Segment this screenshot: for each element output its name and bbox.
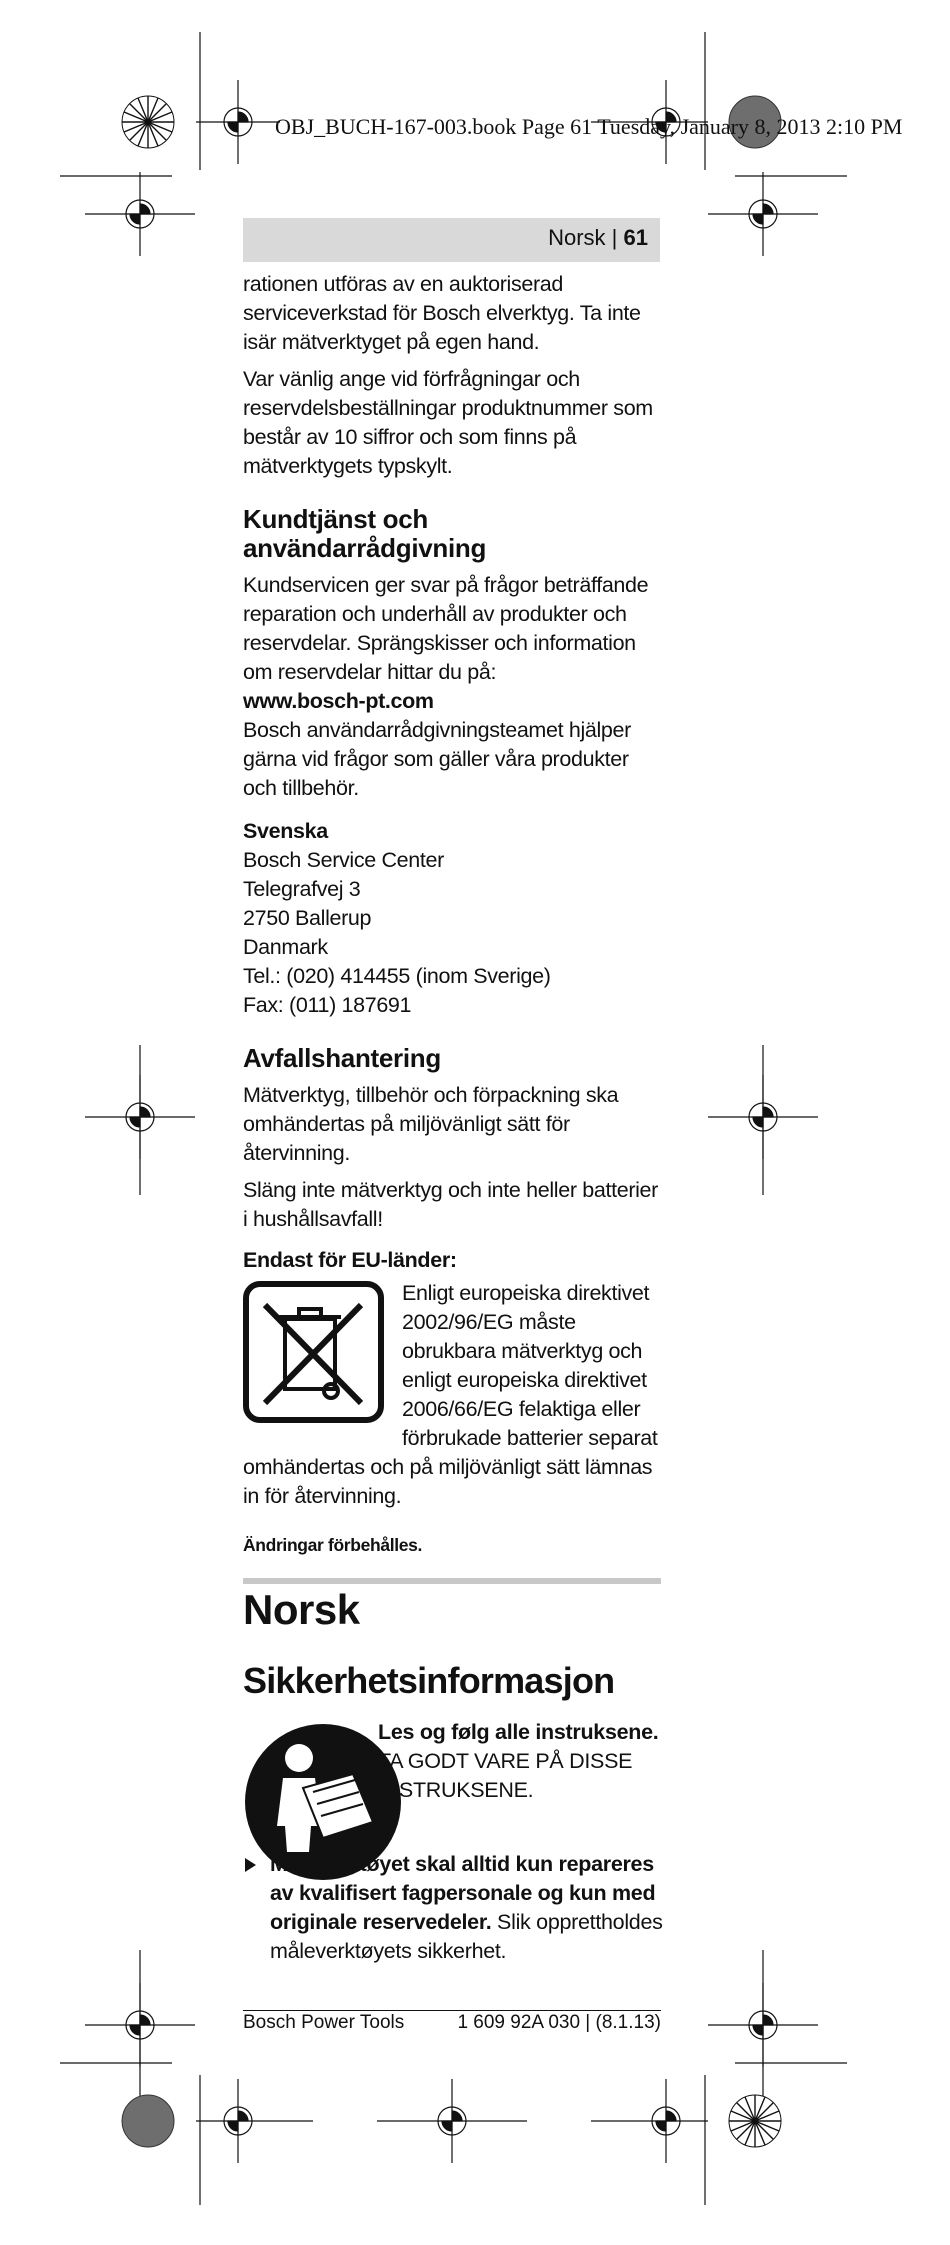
country-label: Svenska: [243, 819, 328, 843]
read-instructions-text: TA GODT VARE PÅ DISSE INSTRUKSENE.: [378, 1749, 633, 1802]
gray-target-icon: [122, 2095, 174, 2147]
bullet-bold: Måleverktøyet skal alltid kun repareres av kvalifisert fagpersonale og kun med originale reservedeler.: [270, 1852, 656, 1934]
paragraph: rationen utföras av en auktoriserad serviceverkstad för Bosch elverktyg. Ta inte isär mätverktyget på egen hand.: [243, 272, 641, 354]
starburst-target-icon: [729, 2095, 781, 2147]
fax-line: Fax: (011) 187691: [243, 993, 412, 1017]
registration-mark: [85, 1075, 195, 1159]
registration-mark: [377, 2079, 527, 2163]
heading-avfall: Avfallshantering: [243, 1043, 441, 1073]
section-rule: [243, 1578, 661, 1584]
swedish-column: [243, 270, 663, 1560]
section-title-norsk: Norsk: [243, 1586, 360, 1633]
eu-text: Enligt europeiska direktivet 2002/96/EG måste obrukbara mätverktyg och enligt europeiska direktivet 2006/66/EG felaktiga eller förbrukade batterier separat omhändertas och på miljövänligt sätt lämnas in för återvinning.: [243, 1281, 658, 1508]
phone-line: Tel.: (020) 414455 (inom Sverige): [243, 964, 551, 988]
read-instructions-bold: Les og følg alle instruksene.: [378, 1720, 659, 1744]
registration-mark: [85, 1983, 195, 2067]
paragraph: Släng inte mätverktyg och inte heller batterier i hushållsavfall!: [243, 1178, 658, 1231]
paragraph: Bosch användarrådgivningsteamet hjälper gärna vid frågor som gäller våra produkter och tillbehör.: [243, 718, 631, 800]
registration-mark: [591, 2079, 708, 2163]
changes-note: Ändringar förbehålles.: [243, 1535, 422, 1555]
book-slug: OBJ_BUCH-167-003.book Page 61 Tuesday, January 8, 2013 2:10 PM: [275, 114, 903, 139]
footer-rule: [243, 2010, 661, 2011]
header-separator: |: [605, 225, 624, 250]
heading-kundtjanst: Kundtjänst och användarrådgivning: [243, 504, 487, 563]
paragraph: Kundservicen ger svar på frågor beträffande reparation och underhåll av produkter och reservdelar. Sprängskisser och information om reservdelar hittar du på:: [243, 573, 649, 684]
eu-heading: Endast för EU-länder:: [243, 1248, 457, 1272]
footer-doc-number: 1 609 92A 030 | (8.1.13): [457, 2012, 661, 2033]
bullet-triangle-icon: [245, 1858, 256, 1872]
registration-mark: [708, 172, 818, 256]
safety-bullet: [243, 1850, 663, 1966]
registration-mark: [196, 80, 280, 164]
page-header: [548, 225, 648, 251]
starburst-target-icon: [122, 96, 174, 148]
eu-block: [243, 1279, 663, 1511]
header-section: Norsk: [548, 225, 606, 250]
page-header-bar: [243, 218, 660, 262]
read-instructions-block: [378, 1718, 663, 1805]
page-footer: [243, 2012, 661, 2034]
bullet-text: Slik opprettholdes måleverktøyets sikkerhet.: [270, 1910, 663, 1963]
registration-mark: [196, 2079, 313, 2163]
page-number: 61: [623, 225, 648, 250]
paragraph: Var vänlig ange vid förfrågningar och reservdelsbeställningar produktnummer som består av 10 siffror och som finns på mätverktygets typskylt.: [243, 367, 653, 478]
address-line: Bosch Service Center: [243, 848, 444, 872]
registration-mark: [708, 1075, 818, 1159]
paragraph: Mätverktyg, tillbehör och förpackning ska omhändertas på miljövänligt sätt för återvinning.: [243, 1083, 619, 1165]
website-link[interactable]: www.bosch-pt.com: [243, 689, 434, 713]
address-line: 2750 Ballerup: [243, 906, 372, 930]
weee-crossed-bin-icon: [243, 1281, 384, 1423]
registration-mark: [708, 1983, 818, 2067]
address-line: Telegrafvej 3: [243, 877, 361, 901]
heading-sikkerhetsinformasjon: Sikkerhetsinformasjon: [243, 1660, 615, 1701]
footer-brand: Bosch Power Tools: [243, 2012, 405, 2033]
registration-mark: [85, 172, 195, 256]
address-line: Danmark: [243, 935, 328, 959]
